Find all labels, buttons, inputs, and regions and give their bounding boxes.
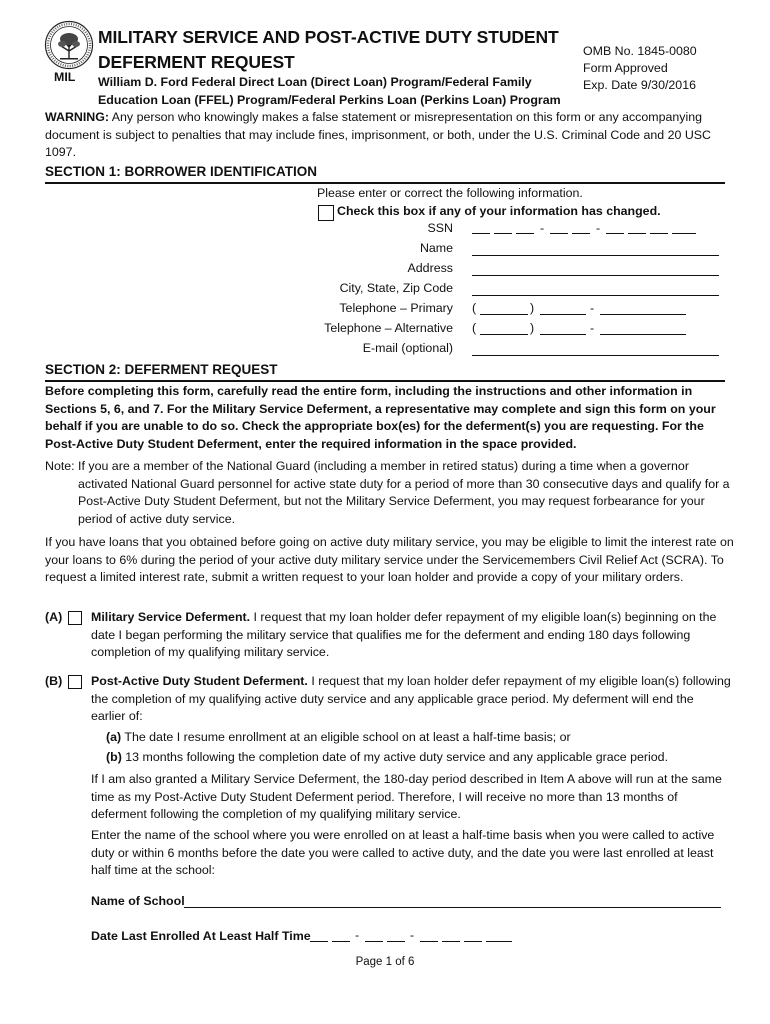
national-guard-note: Note: If you are a member of the National Guard (including a member in retired status) during a time when a governor activated National Guard personnel for active state duty for a period of more than 30 consecutive days and qualify for a Post-Active Duty Student Deferment, but not the Military Service Deferment, you may request forbearance for your period of active duty service. — [45, 459, 730, 526]
paren-close: ) — [530, 301, 535, 315]
school-instruction: Enter the name of the school where you were enrolled on at least a half-time basis when you were called to active duty or within 6 months before the date you were called to active duty, and the date you were last enrolled at least half time at the school: — [91, 828, 715, 877]
form-approved: Form Approved — [583, 61, 668, 75]
scra-paragraph: If you have loans that you obtained before going on active duty military service, you may be eligible to limit the interest rate on your loans to 6% during the period of your active duty military service under the Servicemembers Civil Relief Act (SCRA). To request a limited interest rate, submit a written request to your loan holder and provide a copy of your military orders. — [45, 535, 734, 584]
program-line1: William D. Ford Federal Direct Loan (Direct Loan) Program/Federal Family — [98, 75, 532, 89]
omb-number: OMB No. 1845-0080 — [583, 44, 697, 58]
option-a-body: I request that my loan holder defer repayment of my eligible loan(s) beginning on the date I began performing the military service that qualifies me for the deferment and ending 180 days following completion of my qualifying military service. — [91, 610, 717, 659]
address-field[interactable] — [472, 263, 719, 276]
school-name-label: Name of School — [91, 894, 185, 908]
option-b-title: Post-Active Duty Student Deferment. — [91, 674, 308, 688]
name-field[interactable] — [472, 243, 719, 256]
phone-alternative-label: Telephone – Alternative — [324, 321, 453, 335]
expiration-date: Exp. Date 9/30/2016 — [583, 78, 696, 92]
info-changed-checkbox[interactable] — [318, 205, 334, 221]
item-a-text: The date I resume enrollment at an eligible school on at least a half-time basis; or — [121, 730, 571, 744]
section1-rule — [45, 182, 725, 184]
paren-close: ) — [530, 321, 535, 335]
section2-intro: Before completing this form, carefully read the entire form, including the instructions and other information in Sections 5, 6, and 7. For the Military Service Deferment, a representative may complete and sign this form on your behalf if you are unable to do so. Check the appropriate box(es) for the deferment(s) you are requesting. For the Post-Active Duty Student Deferment, enter the required information in the space provided. — [45, 384, 716, 451]
post-active-duty-deferment-checkbox[interactable] — [68, 675, 82, 689]
phone-dash: - — [590, 301, 595, 315]
form-title-line1: MILITARY SERVICE AND POST-ACTIVE DUTY STUDENT — [98, 27, 559, 47]
phone-dash: - — [590, 321, 595, 335]
ssn-separator: - — [596, 221, 601, 235]
phone-primary-label: Telephone – Primary — [339, 301, 453, 315]
seal-icon — [44, 20, 94, 70]
info-changed-label: Check this box if any of your information has changed. — [337, 204, 661, 218]
option-b-marker: (B) — [45, 674, 63, 688]
option-b-item-b — [106, 749, 726, 767]
program-line2: Education Loan (FFEL) Program/Federal Perkins Loan (Perkins Loan) Program — [98, 93, 561, 107]
email-label: E-mail (optional) — [362, 341, 453, 355]
address-label: Address — [407, 261, 453, 275]
date-enrolled-label: Date Last Enrolled At Least Half Time — [91, 929, 311, 943]
warning-text — [45, 109, 735, 162]
section2-rule — [45, 380, 725, 382]
item-a-label: (a) — [106, 730, 122, 744]
form-title-line2: DEFERMENT REQUEST — [98, 52, 295, 72]
option-b-item-a — [106, 729, 726, 747]
ssn-label: SSN — [427, 221, 453, 235]
warning-body: Any person who knowingly makes a false statement or misrepresentation on this form or any accompanying document is subject to penalties that may include fines, imprisonment, or both, under the U.S. Criminal Code and 20 USC 1097. — [45, 110, 711, 159]
school-name-field[interactable] — [184, 895, 721, 908]
page-number: Page 1 of 6 — [355, 956, 415, 968]
option-a-marker: (A) — [45, 610, 63, 624]
section2-title: SECTION 2: DEFERMENT REQUEST — [45, 362, 278, 377]
date-separator: - — [355, 928, 360, 942]
department-seal — [44, 20, 94, 70]
email-field[interactable] — [472, 343, 719, 356]
option-b-body: I request that my loan holder defer repayment of my eligible loan(s) following the completion of my qualifying active duty service and any applicable grace period. My deferment will end the earlier of: — [91, 674, 731, 723]
city-state-zip-field[interactable] — [472, 283, 719, 296]
name-label: Name — [419, 241, 453, 255]
section1-title: SECTION 1: BORROWER IDENTIFICATION — [45, 164, 317, 179]
item-b-text: 13 months following the completion date of my active duty service and any applicable grace period. — [121, 750, 669, 764]
concurrent-deferment-text: If I am also granted a Military Service Deferment, the 180-day period described in Item A above will run at the same time as my Post-Active Duty Student Deferment period. Therefore, I will receive no more than 13 months of deferment following the completion of my qualifying military service. — [91, 772, 722, 821]
item-b-label: (b) — [106, 750, 122, 764]
paren-open: ( — [472, 321, 477, 335]
section1-instruction: Please enter or correct the following information. — [317, 186, 583, 200]
paren-open: ( — [472, 301, 477, 315]
option-b-text — [91, 673, 731, 726]
military-service-deferment-checkbox[interactable] — [68, 611, 82, 625]
seal-caption: MIL — [54, 70, 76, 84]
date-separator: - — [410, 928, 415, 942]
ssn-separator: - — [540, 221, 545, 235]
option-a-title: Military Service Deferment. — [91, 610, 251, 624]
option-a-text — [91, 609, 721, 662]
warning-label: WARNING: — [45, 110, 110, 124]
city-state-zip-label: City, State, Zip Code — [339, 281, 453, 295]
